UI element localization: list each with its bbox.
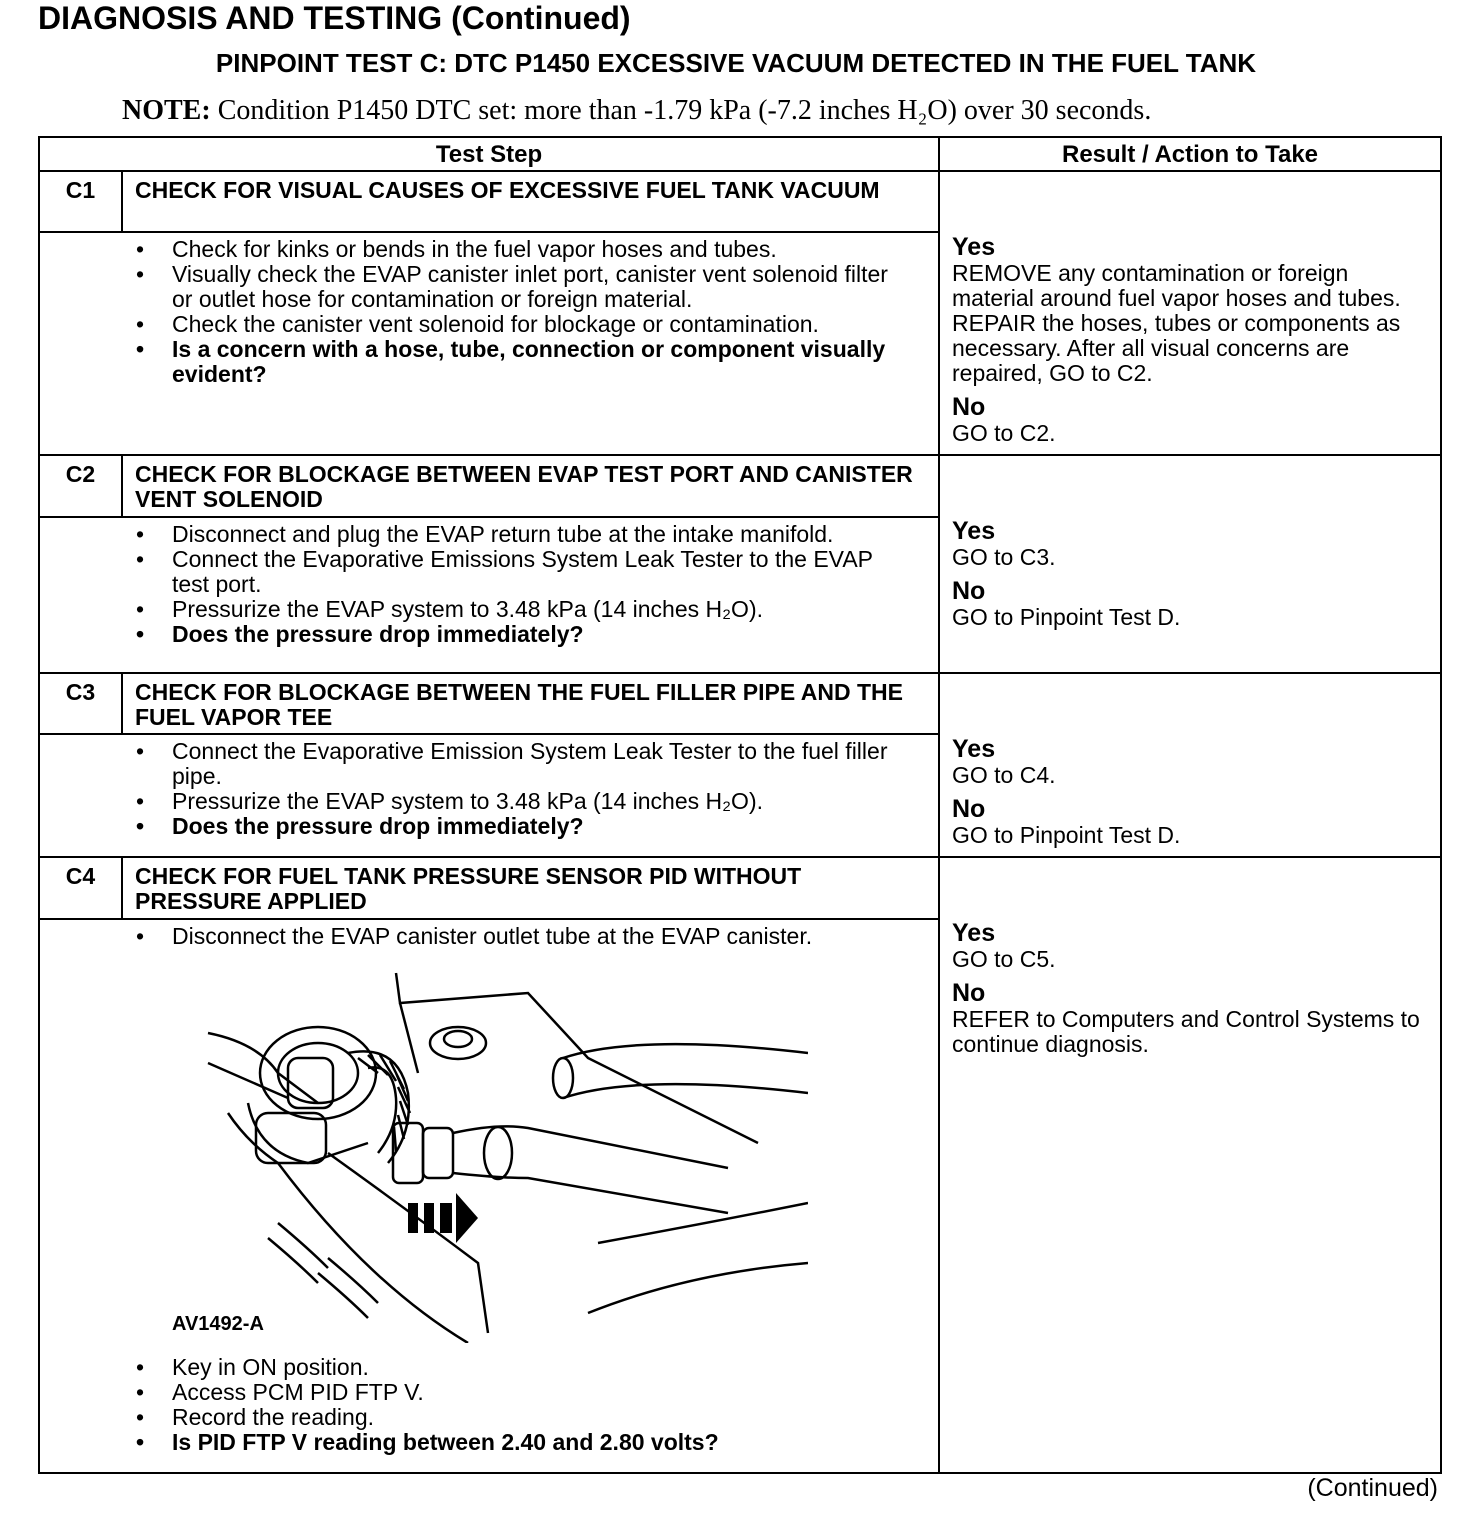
column-header-test-step: Test Step bbox=[39, 137, 939, 171]
list-item: • Visually check the EVAP canister inlet port, canister vent solenoid filter or outlet hose for contamination or foreign material. bbox=[172, 262, 908, 312]
note-text: Condition P1450 DTC set: more than -1.79 kPa (-7.2 inches H₂O) over 30 seconds. bbox=[210, 95, 1152, 126]
no-label: No bbox=[952, 795, 986, 823]
note-label: NOTE: bbox=[122, 95, 211, 126]
no-label: No bbox=[952, 393, 986, 421]
list-item: • Connect the Evaporative Emission System Leak Tester to the fuel filler pipe. bbox=[172, 739, 908, 789]
step-id: C3 bbox=[39, 673, 122, 734]
yes-label: Yes bbox=[952, 735, 996, 763]
step-bullets bbox=[40, 522, 938, 647]
step-body bbox=[39, 734, 939, 857]
list-item: • Connect the Evaporative Emissions System Leak Tester to the EVAP test port. bbox=[172, 547, 908, 597]
step-bullets bbox=[40, 739, 938, 839]
note bbox=[122, 95, 1151, 127]
yes-action: REMOVE any contamination or foreign material around fuel vapor hoses and tubes. REPAIR the hoses, tubes or components as necessary. After all visual concerns are repaired, GO to C2. bbox=[952, 260, 1401, 386]
list-item: • Key in ON position. bbox=[172, 1355, 908, 1380]
step-bullets bbox=[40, 237, 938, 387]
step-body bbox=[39, 232, 939, 455]
step-title: CHECK FOR FUEL TANK PRESSURE SENSOR PID WITHOUT PRESSURE APPLIED bbox=[122, 857, 939, 919]
list-item: • Access PCM PID FTP V. bbox=[172, 1380, 908, 1405]
step-result bbox=[939, 171, 1441, 455]
pinpoint-test-table bbox=[38, 136, 1442, 1474]
yes-label: Yes bbox=[952, 517, 996, 545]
step-question: • Does the pressure drop immediately? bbox=[172, 814, 908, 839]
yes-label: Yes bbox=[952, 233, 996, 261]
step-id: C1 bbox=[39, 171, 122, 232]
step-id: C2 bbox=[39, 455, 122, 517]
yes-action: GO to C4. bbox=[952, 762, 1056, 788]
step-result bbox=[939, 673, 1441, 857]
no-action: GO to Pinpoint Test D. bbox=[952, 604, 1181, 630]
no-label: No bbox=[952, 577, 986, 605]
step-body bbox=[39, 517, 939, 673]
step-title: CHECK FOR BLOCKAGE BETWEEN EVAP TEST PORT AND CANISTER VENT SOLENOID bbox=[122, 455, 939, 517]
step-question: • Is a concern with a hose, tube, connection or component visually evident? bbox=[172, 337, 908, 387]
step-title: CHECK FOR VISUAL CAUSES OF EXCESSIVE FUEL TANK VACUUM bbox=[122, 171, 939, 232]
step-result bbox=[939, 857, 1441, 1473]
continued-label: (Continued) bbox=[1307, 1474, 1438, 1502]
yes-action: GO to C5. bbox=[952, 946, 1056, 972]
no-action: REFER to Computers and Control Systems to continue diagnosis. bbox=[952, 1006, 1420, 1057]
evap-canister-illustration bbox=[168, 963, 808, 1343]
figure-label: AV1492-A bbox=[172, 1313, 264, 1335]
list-item: • Disconnect the EVAP canister outlet tube at the EVAP canister. bbox=[172, 924, 908, 949]
yes-label: Yes bbox=[952, 919, 996, 947]
step-question: • Does the pressure drop immediately? bbox=[172, 622, 908, 647]
list-item: • Check for kinks or bends in the fuel vapor hoses and tubes. bbox=[172, 237, 908, 262]
yes-action: GO to C3. bbox=[952, 544, 1056, 570]
step-title-row bbox=[39, 857, 1441, 919]
pinpoint-test-title: PINPOINT TEST C: DTC P1450 EXCESSIVE VACUUM DETECTED IN THE FUEL TANK bbox=[215, 48, 1257, 78]
step-question: • Is PID FTP V reading between 2.40 and 2.80 volts? bbox=[172, 1430, 908, 1455]
no-action: GO to C2. bbox=[952, 420, 1056, 446]
list-item: • Pressurize the EVAP system to 3.48 kPa (14 inches H₂O). bbox=[172, 789, 908, 814]
step-id: C4 bbox=[39, 857, 122, 919]
step-title-row bbox=[39, 171, 1441, 232]
list-item: • Disconnect and plug the EVAP return tube at the intake manifold. bbox=[172, 522, 908, 547]
step-body bbox=[39, 919, 939, 1473]
step-bullets bbox=[40, 924, 938, 949]
evap-canister-figure bbox=[168, 963, 808, 1343]
column-header-result: Result / Action to Take bbox=[939, 137, 1441, 171]
list-item: • Pressurize the EVAP system to 3.48 kPa (14 inches H₂O). bbox=[172, 597, 908, 622]
list-item: • Check the canister vent solenoid for blockage or contamination. bbox=[172, 312, 908, 337]
step-title-row bbox=[39, 673, 1441, 734]
table-header-row bbox=[39, 137, 1441, 171]
page-title: DIAGNOSIS AND TESTING (Continued) bbox=[38, 0, 631, 36]
step-title: CHECK FOR BLOCKAGE BETWEEN THE FUEL FILLER PIPE AND THE FUEL VAPOR TEE bbox=[122, 673, 939, 734]
list-item: • Record the reading. bbox=[172, 1405, 908, 1430]
step-result bbox=[939, 455, 1441, 673]
step-bullets bbox=[40, 1355, 938, 1455]
no-action: GO to Pinpoint Test D. bbox=[952, 822, 1181, 848]
no-label: No bbox=[952, 979, 986, 1007]
step-title-row bbox=[39, 455, 1441, 517]
